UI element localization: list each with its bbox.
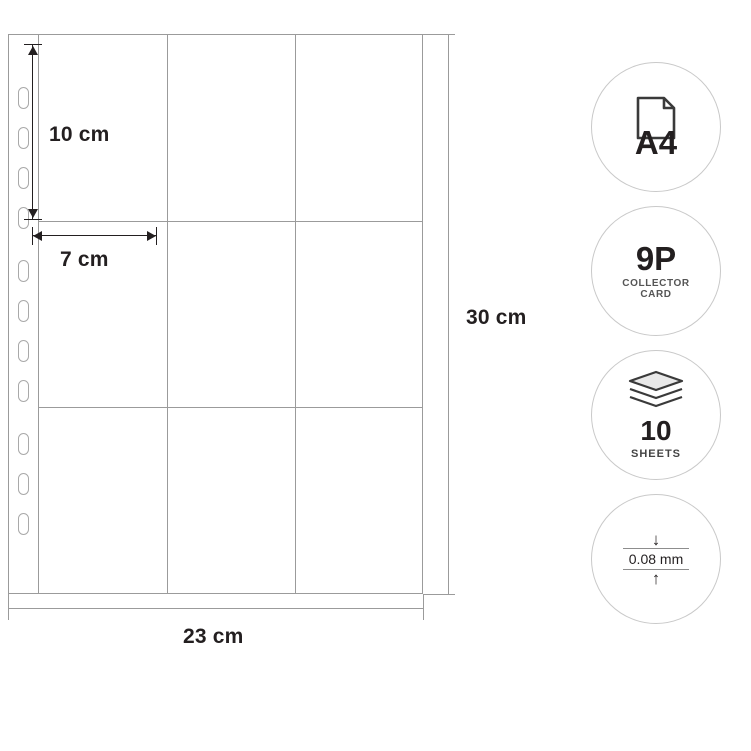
binder-hole [18,127,29,149]
badge-a4-label: A4 [634,124,678,161]
arrow-up-icon: ↑ [651,569,661,589]
dim-extension-top [423,34,455,35]
badge-pockets-label: 9P [635,239,677,277]
binder-hole [18,260,29,282]
badge-thickness-value: 0.08 mm [623,548,689,571]
badge-sheets [591,350,721,480]
binder-hole [18,380,29,402]
dim-label-sheet-width: 23 cm [183,625,244,648]
pocket-divider-vertical [167,35,168,593]
binder-hole [18,433,29,455]
badge-pockets [591,206,721,336]
binder-hole [18,87,29,109]
dim-arrow-up-10cm [28,46,38,55]
dim-line-30cm [448,34,449,594]
dim-label-pocket-height: 10 cm [49,123,110,146]
badge-a4 [591,62,721,192]
dim-line-23cm [8,608,423,609]
dim-extension-bottom [423,594,455,595]
dim-extension-right [423,594,424,620]
binder-page [8,34,423,594]
dim-arrow-left-7cm [33,231,42,241]
arrow-down-icon: ↓ [651,529,661,549]
pocket-divider-vertical [295,35,296,593]
dim-arrow-down-10cm [28,209,38,218]
binder-hole [18,167,29,189]
dim-line-7cm [32,235,157,236]
dim-arrow-right-7cm [147,231,156,241]
badge-card-label: CARD [640,289,672,300]
badge-sheets-count: 10 [640,415,672,446]
pocket-divider-horizontal [39,221,422,222]
binder-hole [18,473,29,495]
binding-strip [9,35,39,593]
dim-extension-left [8,594,9,620]
stacked-sheets-icon [628,370,684,415]
binder-hole [18,300,29,322]
pocket-divider-horizontal [39,407,422,408]
dim-label-pocket-width: 7 cm [60,248,109,271]
binder-hole [18,513,29,535]
binder-hole [18,340,29,362]
spec-badges [591,62,733,638]
pocket-grid [39,35,422,593]
badge-sheets-word: SHEETS [630,448,681,460]
badge-thickness [591,494,721,624]
dim-line-10cm [32,44,33,220]
badge-collector-label: COLLECTOR [622,277,690,289]
dim-label-sheet-height: 30 cm [466,306,527,329]
